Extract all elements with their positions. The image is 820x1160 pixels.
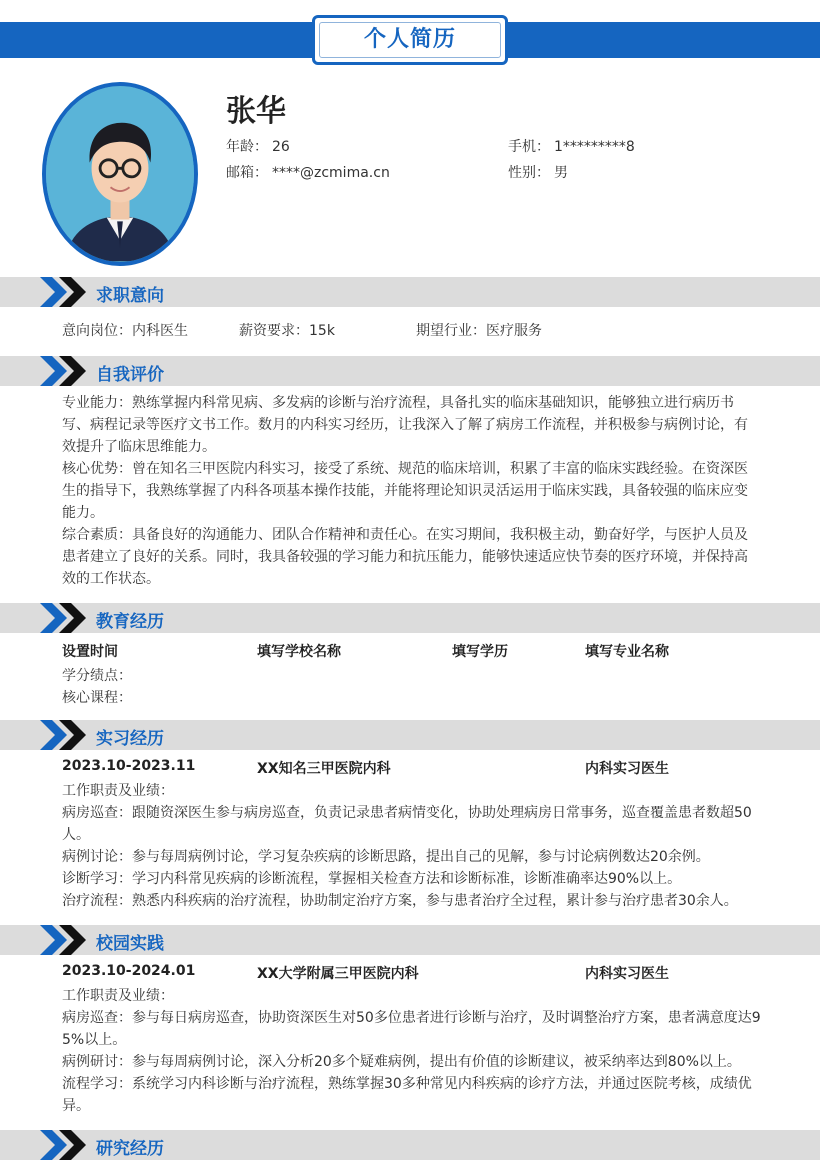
chevron-icon [40,720,90,750]
section-intent-header [0,277,820,307]
internship-line: 工作职责及业绩： [62,783,174,799]
education-major: 填写专业名称 [585,644,669,660]
self-eval-line: 综合素质：具备良好的沟通能力、团队合作精神和责任心。在实习期间，我积极主动，勤奋好学，与医护人员及 [62,527,748,543]
self-eval-line: 核心优势：曾在知名三甲医院内科实习，接受了系统、规范的临床培训，积累了丰富的临床实践经验。在资深医 [62,461,748,477]
campus-time: 2023.10-2024.01 [62,963,196,979]
title-box [312,15,508,65]
education-gpa: 学分绩点： [62,668,132,684]
age-label: 年龄： [226,139,268,155]
section-campus-header [0,925,820,955]
internship-line: 人。 [62,827,90,843]
section-intent-title: 求职意向 [96,286,164,306]
self-eval-line: 专业能力：熟练掌握内科常见病、多发病的诊断与治疗流程，具备扎实的临床基础知识，能够独立进行病历书 [62,395,734,411]
self-eval-text [62,392,762,590]
section-education-header [0,603,820,633]
phone-row [508,136,635,156]
email-row [226,162,390,182]
campus-line: 流程学习：系统学习内科诊断与治疗流程，熟练掌握30多种常见内科疾病的诊疗方法，并通过医院考核，成绩优 [62,1076,752,1092]
internship-line: 病例讨论：参与每周病例讨论，学习复杂疾病的诊断思路，提出自己的见解，参与讨论病例数达20余例。 [62,849,710,865]
education-school: 填写学校名称 [257,644,341,660]
chevron-icon [40,1130,90,1160]
chevron-icon [40,356,90,386]
self-eval-line: 写、病程记录等医疗文书工作。数月的内科实习经历，让我深入了解了病房工作流程，并积极参与病例讨论，有 [62,417,748,433]
campus-line: 病房巡查：参与每日病房巡查，协助资深医生对50多位患者进行诊断与治疗，及时调整治疗方案，患者满意度达9 [62,1010,761,1026]
campus-line: 5%以上。 [62,1032,127,1048]
email-label: 邮箱： [226,165,268,181]
self-eval-line: 生的指导下，我熟练掌握了内科各项基本操作技能，并能将理论知识灵活运用于临床实践，具备较强的临床应变 [62,483,748,499]
section-self-eval-header [0,356,820,386]
gender-value: 男 [554,165,568,181]
avatar [42,82,198,266]
internship-text [62,780,762,912]
section-self-eval-title: 自我评价 [96,365,164,385]
section-research-title: 研究经历 [96,1139,164,1159]
internship-org: XX知名三甲医院内科 [257,761,391,777]
gender-row [508,162,568,182]
internship-line: 治疗流程：熟悉内科疾病的治疗流程，协助制定治疗方案，参与患者治疗全过程，累计参与治疗患者30余人。 [62,893,738,909]
intent-industry: 期望行业：医疗服务 [416,323,542,339]
chevron-icon [40,277,90,307]
campus-line: 病例研讨：参与每周病例讨论，深入分析20多个疑难病例，提出有价值的诊断建议，被采纳率达到80%以上。 [62,1054,741,1070]
gender-label: 性别： [508,165,550,181]
portrait-image [46,86,194,262]
self-eval-line: 效的工作状态。 [62,571,160,587]
campus-text [62,985,762,1117]
age-row [226,136,290,156]
internship-time: 2023.10-2023.11 [62,758,196,774]
self-eval-line: 能力。 [62,505,104,521]
self-eval-line: 效提升了临床思维能力。 [62,439,216,455]
chevron-icon [40,603,90,633]
section-campus-title: 校园实践 [96,934,164,954]
email-value: ****@zcmima.cn [272,165,390,181]
campus-line: 工作职责及业绩： [62,988,174,1004]
chevron-icon [40,925,90,955]
campus-line: 异。 [62,1098,90,1114]
age-value: 26 [272,139,290,155]
campus-org: XX大学附属三甲医院内科 [257,966,419,982]
section-internship-header [0,720,820,750]
section-education-title: 教育经历 [96,612,164,632]
section-research-header [0,1130,820,1160]
person-name: 张华 [226,94,286,129]
phone-value: 1*********8 [554,139,635,155]
intent-salary: 薪资要求：15k [239,323,335,339]
internship-line: 诊断学习：学习内科常见疾病的诊断流程，掌握相关检查方法和诊断标准，诊断准确率达90%以上。 [62,871,682,887]
education-degree: 填写学历 [452,644,508,660]
education-courses: 核心课程： [62,690,132,706]
education-time: 设置时间 [62,644,118,660]
campus-role: 内科实习医生 [585,966,669,982]
resume-title: 个人简历 [319,22,501,58]
section-internship-title: 实习经历 [96,729,164,749]
internship-line: 病房巡查：跟随资深医生参与病房巡查，负责记录患者病情变化，协助处理病房日常事务，巡查覆盖患者数超50 [62,805,752,821]
internship-role: 内科实习医生 [585,761,669,777]
phone-label: 手机： [508,139,550,155]
intent-position: 意向岗位：内科医生 [62,323,188,339]
self-eval-line: 患者建立了良好的关系。同时，我具备较强的学习能力和抗压能力，能够快速适应快节奏的医疗环境，并保持高 [62,549,748,565]
